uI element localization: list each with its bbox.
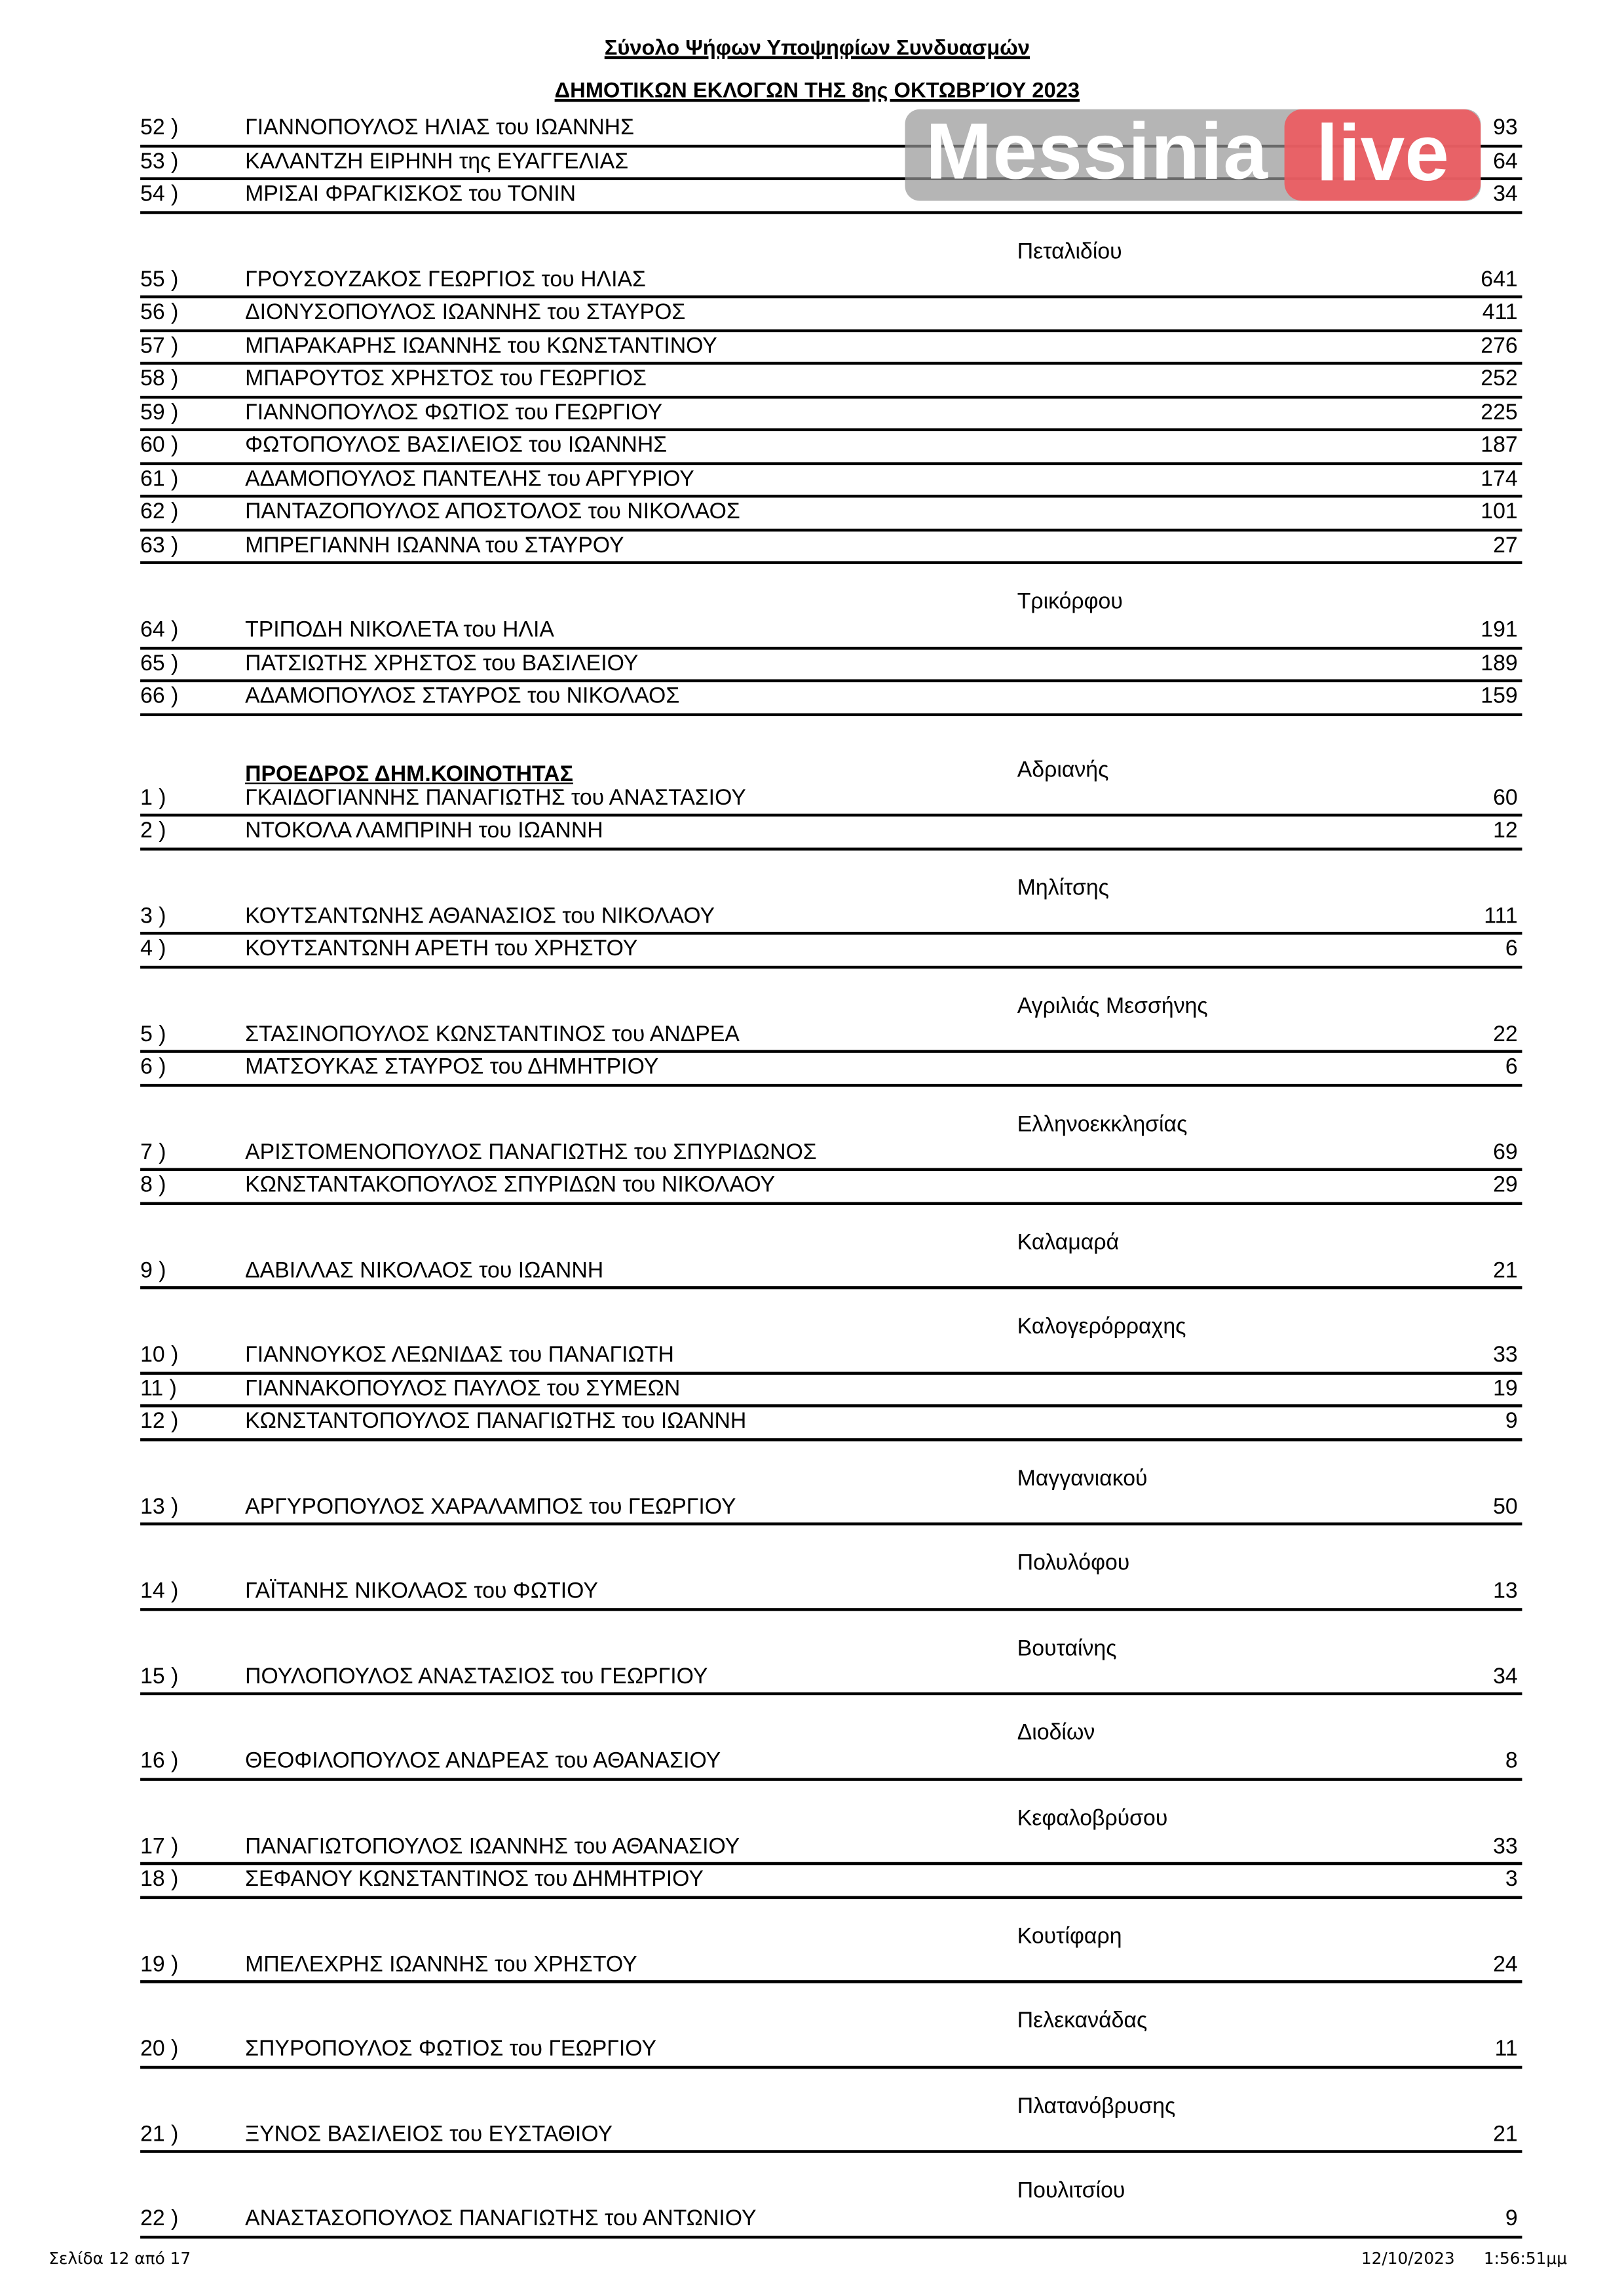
candidate-votes: 191 [1481, 617, 1518, 643]
candidate-name: ΜΠΑΡΟΥΤΟΣ ΧΡΗΣΤΟΣ του ΓΕΩΡΓΙΟΣ [245, 366, 647, 392]
candidate-number: 8 ) [140, 1172, 166, 1198]
candidate-list [140, 114, 1522, 2238]
candidate-number: 1 ) [140, 784, 166, 811]
community-label: Ελληνοεκκλησίας [1017, 1111, 1188, 1137]
candidate-row [140, 332, 1522, 365]
candidate-votes: 34 [1493, 1663, 1518, 1689]
watermark-accent-text: live [1285, 109, 1481, 201]
candidate-number: 59 ) [140, 399, 179, 425]
section-header [140, 1204, 1522, 1256]
candidate-votes: 641 [1481, 266, 1518, 292]
candidate-row [140, 1020, 1522, 1053]
section [140, 214, 1522, 564]
candidate-number: 61 ) [140, 466, 179, 491]
candidate-row [140, 902, 1522, 935]
section [140, 1780, 1522, 1898]
candidate-number: 66 ) [140, 683, 179, 709]
community-label: Κουτίφαρη [1017, 1923, 1122, 1949]
candidate-name: ΓΚΑΙΔΟΓΙΑΝΝΗΣ ΠΑΝΑΓΙΩΤΗΣ του ΑΝΑΣΤΑΣΙΟΥ [245, 784, 746, 811]
candidate-row [140, 365, 1522, 398]
candidate-votes: 33 [1493, 1342, 1518, 1368]
candidate-number: 54 ) [140, 182, 179, 207]
community-label: Πουλιτσίου [1017, 2178, 1125, 2204]
candidate-votes: 29 [1493, 1172, 1518, 1198]
candidate-row [140, 398, 1522, 431]
candidate-name: ΣΠΥΡΟΠΟΥΛΟΣ ΦΩΤΙΟΣ του ΓΕΩΡΓΙΟΥ [245, 2036, 657, 2062]
candidate-number: 63 ) [140, 532, 179, 558]
candidate-number: 52 ) [140, 115, 179, 141]
candidate-number: 10 ) [140, 1342, 179, 1368]
candidate-name: ΠΑΝΑΓΙΩΤΟΠΟΥΛΟΣ ΙΩΑΝΝΗΣ του ΑΘΑΝΑΣΙΟΥ [245, 1833, 740, 1859]
candidate-name: ΑΡΓΥΡΟΠΟΥΛΟΣ ΧΑΡΑΛΑΜΠΟΣ του ΓΕΩΡΓΙΟΥ [245, 1493, 736, 1519]
section [140, 1898, 1522, 1983]
candidate-row [140, 1492, 1522, 1525]
candidate-name: ΜΡΙΣΑΙ ΦΡΑΓΚΙΣΚΟΣ του ΤΟΝΙΝ [245, 182, 576, 207]
candidate-row [140, 1747, 1522, 1780]
candidate-name: ΓΡΟΥΣΟΥΖΑΚΟΣ ΓΕΩΡΓΙΟΣ του ΗΛΙΑΣ [245, 266, 646, 292]
candidate-votes: 225 [1481, 399, 1518, 425]
community-label: Διοδίων [1017, 1720, 1095, 1746]
candidate-name: ΠΑΤΣΙΩΤΗΣ ΧΡΗΣΤΟΣ του ΒΑΣΙΛΕΙΟΥ [245, 650, 639, 676]
candidate-row [140, 1256, 1522, 1290]
watermark-logo [905, 109, 1481, 201]
candidate-row [140, 298, 1522, 332]
candidate-name: ΑΝΑΣΤΑΣΟΠΟΥΛΟΣ ΠΑΝΑΓΙΩΤΗΣ του ΑΝΤΩΝΙΟΥ [245, 2206, 757, 2232]
candidate-name: ΘΕΟΦΙΛΟΠΟΥΛΟΣ ΑΝΔΡΕΑΣ του ΑΘΑΝΑΣΙΟΥ [245, 1748, 721, 1774]
candidate-votes: 13 [1493, 1578, 1518, 1604]
candidate-name: ΠΑΝΤΑΖΟΠΟΥΛΟΣ ΑΠΟΣΤΟΛΟΣ του ΝΙΚΟΛΑΟΣ [245, 499, 740, 525]
candidate-name: ΝΤΟΚΟΛΑ ΛΑΜΠΡΙΝΗ του ΙΩΑΝΝΗ [245, 818, 603, 843]
community-label: Πλατανόβρυσης [1017, 2093, 1176, 2118]
candidate-row [140, 2120, 1522, 2153]
candidate-row [140, 784, 1522, 817]
section-header [140, 1086, 1522, 1138]
candidate-votes: 8 [1505, 1748, 1518, 1774]
candidate-name: ΓΙΑΝΝΟΥΚΟΣ ΛΕΩΝΙΔΑΣ του ΠΑΝΑΓΙΩΤΗ [245, 1342, 674, 1368]
section [140, 2068, 1522, 2153]
candidate-name: ΜΑΤΣΟΥΚΑΣ ΣΤΑΥΡΟΣ του ΔΗΜΗΤΡΙΟΥ [245, 1054, 659, 1080]
candidate-votes: 159 [1481, 683, 1518, 709]
section-header [140, 850, 1522, 902]
candidate-number: 65 ) [140, 650, 179, 676]
candidate-votes: 34 [1493, 182, 1518, 207]
section-header [140, 1440, 1522, 1492]
candidate-number: 14 ) [140, 1578, 179, 1604]
community-label: Μαγγανιακού [1017, 1465, 1148, 1491]
candidate-number: 2 ) [140, 818, 166, 843]
candidate-name: ΑΡΙΣΤΟΜΕΝΟΠΟΥΛΟΣ ΠΑΝΑΓΙΩΤΗΣ του ΣΠΥΡΙΔΩΝΟΣ [245, 1139, 817, 1164]
candidate-votes: 252 [1481, 366, 1518, 392]
candidate-name: ΓΙΑΝΝΟΠΟΥΛΟΣ ΦΩΤΙΟΣ του ΓΕΩΡΓΙΟΥ [245, 399, 663, 425]
candidate-number: 3 ) [140, 903, 166, 928]
watermark-text: Messinia [926, 109, 1269, 197]
candidate-name: ΚΩΝΣΤΑΝΤΟΠΟΥΛΟΣ ΠΑΝΑΓΙΩΤΗΣ του ΙΩΑΝΝΗ [245, 1408, 747, 1434]
candidate-number: 57 ) [140, 333, 179, 358]
candidate-votes: 174 [1481, 466, 1518, 491]
community-label: Κεφαλοβρύσου [1017, 1805, 1168, 1831]
community-label: Πολυλόφου [1017, 1550, 1130, 1576]
candidate-row [140, 1662, 1522, 1695]
candidate-votes: 6 [1505, 1054, 1518, 1080]
candidate-name: ΓΙΑΝΝΟΠΟΥΛΟΣ ΗΛΙΑΣ του ΙΩΑΝΝΗΣ [245, 115, 635, 141]
community-label: Αγριλιάς Μεσσήνης [1017, 993, 1208, 1018]
candidate-number: 4 ) [140, 936, 166, 962]
candidate-name: ΠΟΥΛΟΠΟΥΛΟΣ ΑΝΑΣΤΑΣΙΟΣ του ΓΕΩΡΓΙΟΥ [245, 1663, 708, 1689]
candidate-row [140, 265, 1522, 299]
section [140, 564, 1522, 716]
candidate-votes: 21 [1493, 1257, 1518, 1283]
candidate-number: 5 ) [140, 1021, 166, 1046]
community-label: Πεταλιδίου [1017, 238, 1122, 264]
candidate-number: 13 ) [140, 1493, 179, 1519]
candidate-name: ΚΟΥΤΣΑΝΤΩΝΗΣ ΑΘΑΝΑΣΙΟΣ του ΝΙΚΟΛΑΟΥ [245, 903, 715, 928]
candidate-number: 16 ) [140, 1748, 179, 1774]
candidate-row [140, 649, 1522, 682]
community-label: Αδριανής [1017, 756, 1109, 782]
print-time: 1:56:51μμ [1483, 2249, 1567, 2268]
candidate-name: ΓΑΪΤΑΝΗΣ ΝΙΚΟΛΑΟΣ του ΦΩΤΙΟΥ [245, 1578, 598, 1604]
candidate-name: ΜΠΑΡΑΚΑΡΗΣ ΙΩΑΝΝΗΣ του ΚΩΝΣΤΑΝΤΙΝΟΥ [245, 333, 717, 358]
candidate-row [140, 1865, 1522, 1898]
candidate-votes: 64 [1493, 148, 1518, 174]
candidate-name: ΔΑΒΙΛΛΑΣ ΝΙΚΟΛΑΟΣ του ΙΩΑΝΝΗ [245, 1257, 604, 1283]
candidate-row [140, 465, 1522, 498]
candidate-row [140, 1374, 1522, 1407]
candidate-number: 64 ) [140, 617, 179, 643]
candidate-votes: 93 [1493, 115, 1518, 141]
section [140, 1204, 1522, 1290]
candidate-number: 21 ) [140, 2121, 179, 2147]
document-title: Σύνολο Ψήφων Υποψηφίων Συνδυασμών [604, 37, 1030, 61]
section [140, 1289, 1522, 1440]
community-label: Καλογερόρραχης [1017, 1314, 1186, 1340]
section [140, 968, 1522, 1086]
candidate-row [140, 1407, 1522, 1441]
candidate-name: ΞΥΝΟΣ ΒΑΣΙΛΕΙΟΣ του ΕΥΣΤΑΘΙΟΥ [245, 2121, 613, 2147]
candidate-row [140, 531, 1522, 564]
candidate-name: ΔΙΟΝΥΣΟΠΟΥΛΟΣ ΙΩΑΝΝΗΣ του ΣΤΑΥΡΟΣ [245, 299, 686, 325]
candidate-votes: 50 [1493, 1493, 1518, 1519]
candidate-votes: 187 [1481, 432, 1518, 458]
section [140, 1611, 1522, 1696]
candidate-row [140, 935, 1522, 968]
candidate-row [140, 1832, 1522, 1866]
candidate-votes: 9 [1505, 2206, 1518, 2232]
community-label: Βουταίνης [1017, 1635, 1117, 1661]
candidate-row [140, 2205, 1522, 2238]
section-header [140, 1898, 1522, 1950]
candidate-name: ΚΩΝΣΤΑΝΤΑΚΟΠΟΥΛΟΣ ΣΠΥΡΙΔΩΝ του ΝΙΚΟΛΑΟΥ [245, 1172, 776, 1198]
candidate-row [140, 1138, 1522, 1171]
candidate-number: 53 ) [140, 148, 179, 174]
section-header [140, 1525, 1522, 1577]
candidate-votes: 24 [1493, 1951, 1518, 1977]
section-header [140, 1780, 1522, 1832]
candidate-name: ΚΟΥΤΣΑΝΤΩΝΗ ΑΡΕΤΗ του ΧΡΗΣΤΟΥ [245, 936, 638, 962]
candidate-row [140, 1053, 1522, 1086]
document-subtitle: ΔΗΜΟΤΙΚΩΝ ΕΚΛΟΓΩΝ ΤΗΣ 8ης ΟΚΤΩΒΡΊΟΥ 2023 [554, 79, 1080, 104]
community-label: Καλαμαρά [1017, 1229, 1120, 1255]
candidate-votes: 9 [1505, 1408, 1518, 1434]
section [140, 1525, 1522, 1611]
section [140, 1983, 1522, 2069]
community-label: Μηλίτσης [1017, 875, 1109, 900]
section-header [140, 1289, 1522, 1341]
candidate-votes: 411 [1482, 299, 1518, 325]
candidate-name: ΤΡΙΠΟΔΗ ΝΙΚΟΛΕΤΑ του ΗΛΙΑ [245, 617, 554, 643]
section-header [140, 716, 1522, 787]
candidate-number: 20 ) [140, 2036, 179, 2062]
candidate-name: ΜΠΡΕΓΙΑΝΝΗ ΙΩΑΝΝΑ του ΣΤΑΥΡΟΥ [245, 532, 624, 558]
community-label: Πελεκανάδας [1017, 2008, 1148, 2034]
candidate-row [140, 431, 1522, 465]
section [140, 850, 1522, 968]
candidate-name: ΣΕΦΑΝΟΥ ΚΩΝΣΤΑΝΤΙΝΟΣ του ΔΗΜΗΤΡΙΟΥ [245, 1866, 704, 1892]
candidate-votes: 21 [1493, 2121, 1518, 2147]
candidate-votes: 69 [1493, 1139, 1518, 1164]
section-header [140, 1695, 1522, 1747]
candidate-votes: 101 [1481, 499, 1518, 525]
candidate-number: 19 ) [140, 1951, 179, 1977]
candidate-votes: 12 [1493, 818, 1518, 843]
section-header [140, 1983, 1522, 2035]
candidate-votes: 111 [1484, 903, 1518, 928]
candidate-name: ΓΙΑΝΝΑΚΟΠΟΥΛΟΣ ΠΑΥΛΟΣ του ΣΥΜΕΩΝ [245, 1375, 681, 1401]
candidate-name: ΣΤΑΣΙΝΟΠΟΥΛΟΣ ΚΩΝΣΤΑΝΤΙΝΟΣ του ΑΝΔΡΕΑ [245, 1021, 740, 1046]
candidate-row [140, 1171, 1522, 1204]
candidate-number: 17 ) [140, 1833, 179, 1859]
candidate-number: 58 ) [140, 366, 179, 392]
candidate-number: 15 ) [140, 1663, 179, 1689]
section [140, 1695, 1522, 1780]
section [140, 1086, 1522, 1204]
section-header [140, 564, 1522, 616]
candidate-row [140, 1577, 1522, 1611]
candidate-number: 12 ) [140, 1408, 179, 1434]
candidate-votes: 19 [1493, 1375, 1518, 1401]
candidate-number: 11 ) [140, 1375, 177, 1401]
candidate-row [140, 1341, 1522, 1374]
community-label: Τρικόρφου [1017, 589, 1123, 615]
candidate-row [140, 816, 1522, 850]
candidate-name: ΜΠΕΛΕΧΡΗΣ ΙΩΑΝΝΗΣ του ΧΡΗΣΤΟΥ [245, 1951, 637, 1977]
candidate-row [140, 1950, 1522, 1983]
section-header [140, 214, 1522, 265]
page-number: Σελίδα 12 από 17 [48, 2249, 191, 2268]
candidate-name: ΑΔΑΜΟΠΟΥΛΟΣ ΠΑΝΤΕΛΗΣ του ΑΡΓΥΡΙΟΥ [245, 466, 694, 491]
section [140, 1440, 1522, 1525]
candidate-votes: 33 [1493, 1833, 1518, 1859]
candidate-number: 22 ) [140, 2206, 179, 2232]
section [140, 716, 1522, 850]
candidate-votes: 3 [1505, 1866, 1518, 1892]
section-header [140, 2153, 1522, 2205]
candidate-number: 9 ) [140, 1257, 166, 1283]
section-header [140, 1611, 1522, 1662]
candidate-row [140, 682, 1522, 716]
candidate-name: ΦΩΤΟΠΟΥΛΟΣ ΒΑΣΙΛΕΙΟΣ του ΙΩΑΝΝΗΣ [245, 432, 668, 458]
candidate-number: 62 ) [140, 499, 179, 525]
candidate-number: 7 ) [140, 1139, 166, 1164]
candidate-number: 56 ) [140, 299, 179, 325]
candidate-row [140, 497, 1522, 531]
candidate-votes: 27 [1493, 532, 1518, 558]
candidate-number: 6 ) [140, 1054, 166, 1080]
candidate-name: ΑΔΑΜΟΠΟΥΛΟΣ ΣΤΑΥΡΟΣ του ΝΙΚΟΛΑΟΣ [245, 683, 680, 709]
section-header [140, 2068, 1522, 2120]
candidate-votes: 60 [1493, 784, 1518, 811]
candidate-row [140, 2035, 1522, 2068]
candidate-number: 55 ) [140, 266, 179, 292]
candidate-votes: 189 [1481, 650, 1518, 676]
print-date: 12/10/2023 [1361, 2249, 1455, 2268]
candidate-votes: 22 [1493, 1021, 1518, 1046]
candidate-votes: 276 [1481, 333, 1518, 358]
section-title: ΠΡΟΕΔΡΟΣ ΔΗΜ.ΚΟΙΝΟΤΗΤΑΣ [245, 761, 573, 787]
candidate-name: ΚΑΛΑΝΤΖΗ ΕΙΡΗΝΗ της ΕΥΑΓΓΕΛΙΑΣ [245, 148, 629, 174]
candidate-number: 18 ) [140, 1866, 179, 1892]
section [140, 2153, 1522, 2238]
section-header [140, 968, 1522, 1020]
candidate-votes: 11 [1494, 2036, 1518, 2062]
candidate-number: 60 ) [140, 432, 179, 458]
candidate-row [140, 616, 1522, 649]
candidate-votes: 6 [1505, 936, 1518, 962]
